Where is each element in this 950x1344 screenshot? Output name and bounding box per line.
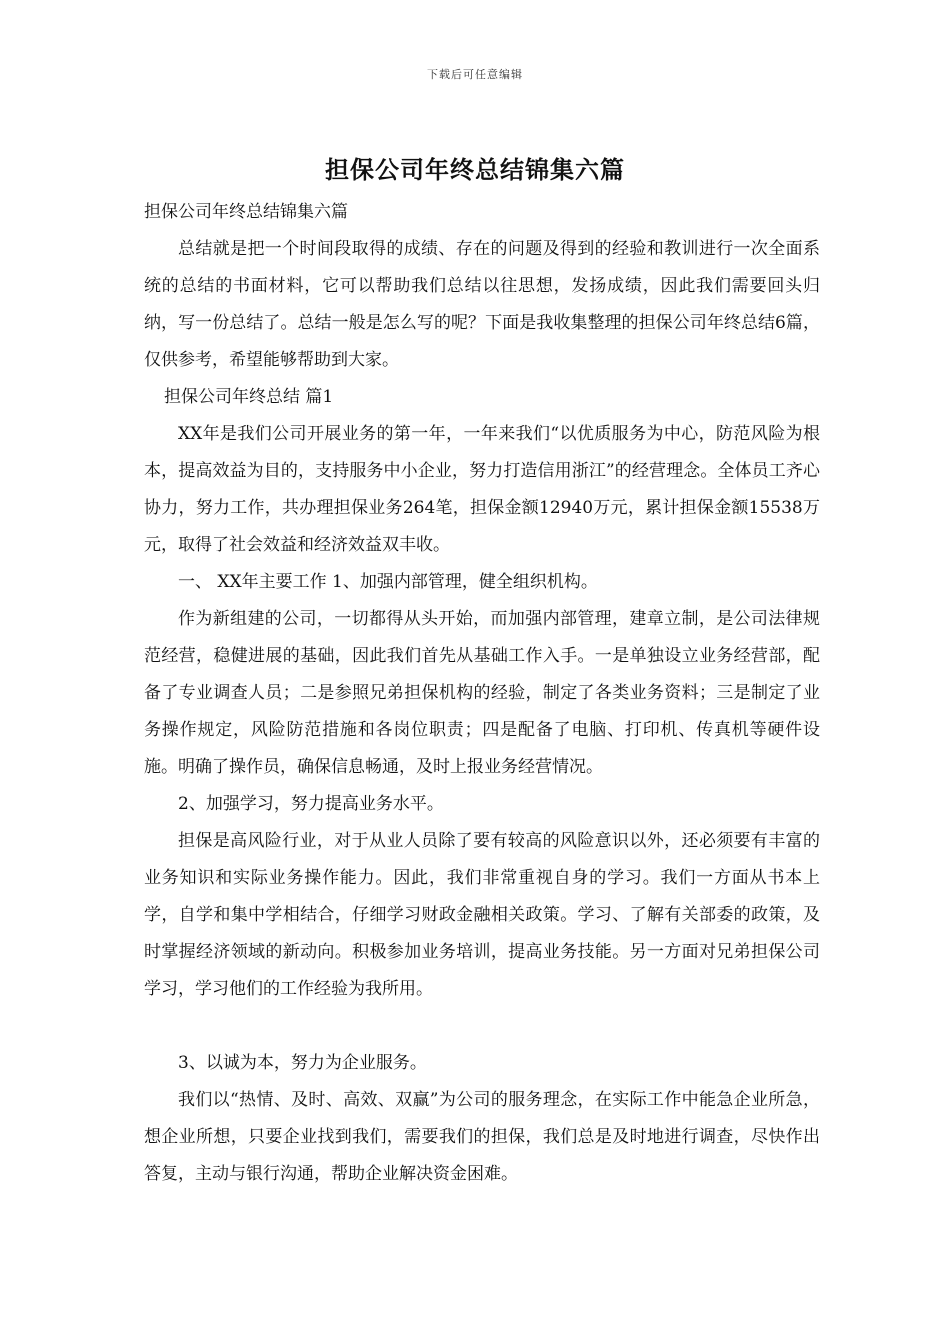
- header-note: 下载后可任意编辑: [427, 68, 523, 81]
- subsection-heading: 2、加强学习，努力提高业务水平。: [178, 794, 444, 814]
- intro-paragraph: 总结就是把一个时间段取得的成绩、存在的问题及得到的经验和教训进行一次全面系统的总结的书面材料，它可以帮助我们总结以往思想，发扬成绩，因此我们需要回头归纳，写一份总结了。总结一般是怎么写的呢？下面是我收集整理的担保公司年终总结6篇，仅供参考，希望能够帮助到大家。: [144, 239, 820, 370]
- body-paragraph: 作为新组建的公司，一切都得从头开始，而加强内部管理，建章立制，是公司法律规范经营，稳健进展的基础，因此我们首先从基础工作入手。一是单独设立业务经营部，配备了专业调查人员；二是参照兄弟担保机构的经验，制定了各类业务资料；三是制定了业务操作规定，风险防范措施和各岗位职责；四是配备了电脑、打印机、传真机等硬件设施。明确了操作员，确保信息畅通，及时上报业务经营情况。: [144, 609, 820, 777]
- body-paragraph: 担保是高风险行业，对于从业人员除了要有较高的风险意识以外，还必须要有丰富的业务知识和实际业务操作能力。因此，我们非常重视自身的学习。我们一方面从书本上学，自学和集中学相结合，仔细学习财政金融相关政策。学习、了解有关部委的政策，及时掌握经济领域的新动向。积极参加业务培训，提高业务技能。另一方面对兄弟担保公司学习，学习他们的工作经验为我所用。: [144, 831, 820, 999]
- subtitle-paragraph: 担保公司年终总结锦集六篇: [144, 202, 348, 222]
- document-body: [144, 194, 820, 1193]
- body-paragraph: XX年是我们公司开展业务的第一年，一年来我们“以优质服务为中心，防范风险为根本，提高效益为目的，支持服务中小企业，努力打造信用浙江”的经营理念。全体员工齐心协力，努力工作，共办理担保业务264笔，担保金额12940万元，累计担保金额15538万元，取得了社会效益和经济效益双丰收。: [144, 424, 820, 555]
- subsection-heading: 一、 XX年主要工作 1、加强内部管理，健全组织机构。: [178, 572, 598, 592]
- section-heading: 担保公司年终总结 篇1: [164, 387, 334, 407]
- body-paragraph: 我们以“热情、及时、高效、双赢”为公司的服务理念，在实际工作中能急企业所急，想企业所想，只要企业找到我们，需要我们的担保，我们总是及时地进行调查，尽快作出答复，主动与银行沟通，帮助企业解决资金困难。: [144, 1090, 820, 1184]
- document-title: 担保公司年终总结锦集六篇: [325, 156, 625, 184]
- subsection-heading: 3、以诚为本，努力为企业服务。: [178, 1053, 427, 1073]
